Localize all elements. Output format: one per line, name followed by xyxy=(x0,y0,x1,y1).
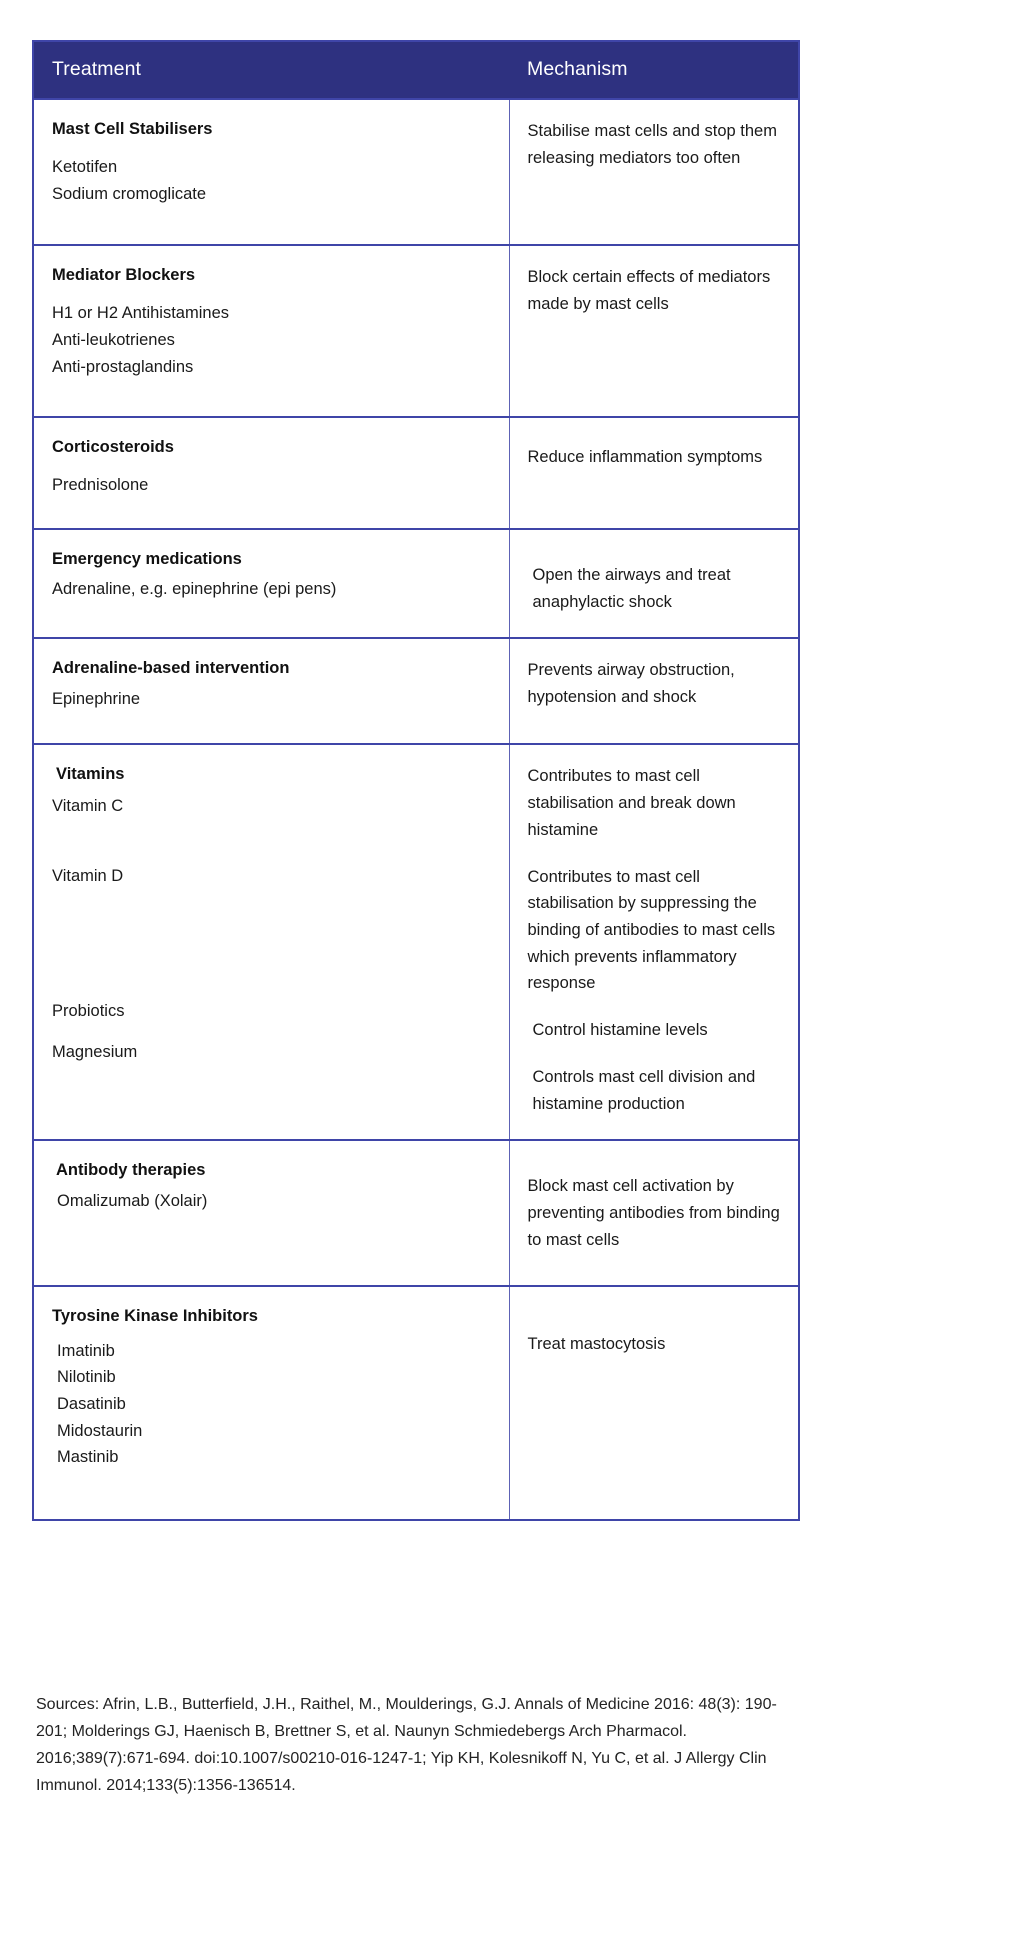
treatment-group-heading: Antibody therapies xyxy=(56,1161,206,1180)
treatment-item: Anti-prostaglandins xyxy=(52,357,194,376)
spacer xyxy=(528,548,785,562)
spacer xyxy=(528,997,785,1017)
mechanism-cell xyxy=(509,1286,799,1520)
mechanism-text: Reduce inflammation symptoms xyxy=(527,448,763,466)
treatment-item: Anti-leukotrienes xyxy=(52,330,175,349)
table-row xyxy=(33,417,799,529)
treatment-item: Epinephrine xyxy=(52,689,141,708)
treatment-mechanism-table xyxy=(32,40,800,1521)
mechanism-text: Prevents airway obstruction, hypotension and shock xyxy=(527,661,735,707)
treatment-group-heading: Adrenaline-based intervention xyxy=(52,659,290,678)
spacer xyxy=(528,436,785,444)
spacer xyxy=(528,1159,785,1173)
treatment-cell xyxy=(33,744,509,1140)
mechanism-cell xyxy=(509,529,799,638)
mechanism-text: Control histamine levels xyxy=(532,1021,708,1040)
treatment-item: Prednisolone xyxy=(52,476,149,495)
treatment-group-heading: Corticosteroids xyxy=(52,438,174,456)
treatment-cell xyxy=(33,245,509,417)
spacer xyxy=(52,819,493,863)
column-header-mechanism: Mechanism xyxy=(509,41,799,99)
treatment-item: Imatinib xyxy=(57,1341,115,1360)
treatment-cell xyxy=(33,1286,509,1520)
treatment-group-heading: Vitamins xyxy=(56,765,125,784)
treatment-item: Sodium cromoglicate xyxy=(52,184,207,203)
treatment-item: Ketotifen xyxy=(52,158,118,177)
treatment-group-heading: Mediator Blockers xyxy=(52,266,196,284)
table-body xyxy=(33,99,799,1520)
treatment-cell xyxy=(33,99,509,245)
table-row xyxy=(33,245,799,417)
treatment-group-heading: Mast Cell Stabilisers xyxy=(52,120,213,138)
treatment-group-heading: Emergency medications xyxy=(52,550,242,568)
spacer xyxy=(52,1025,493,1039)
treatment-item: Omalizumab (Xolair) xyxy=(57,1191,208,1210)
mechanism-text: Controls mast cell division and histamine production xyxy=(532,1067,756,1113)
treatment-item: Nilotinib xyxy=(57,1368,116,1387)
treatment-item: Magnesium xyxy=(52,1042,138,1061)
mechanism-cell xyxy=(509,245,799,417)
table-row xyxy=(33,744,799,1140)
table-row xyxy=(33,529,799,638)
treatment-group-heading: Tyrosine Kinase Inhibitors xyxy=(52,1307,258,1326)
treatment-item: H1 or H2 Antihistamines xyxy=(52,304,229,323)
mechanism-text: Block certain effects of mediators made by mast cells xyxy=(527,268,771,313)
table-header-row xyxy=(33,41,799,99)
mechanism-cell xyxy=(509,417,799,529)
spacer xyxy=(528,1305,785,1331)
column-header-treatment: Treatment xyxy=(33,41,509,99)
table-row xyxy=(33,1286,799,1520)
spacer xyxy=(528,1044,785,1064)
mechanism-text: Contributes to mast cell stabilisation by suppressing the binding of antibodies to mast cells which prevents inflammatory response xyxy=(527,867,776,993)
treatment-cell xyxy=(33,1140,509,1286)
spacer xyxy=(528,844,785,864)
mechanism-cell xyxy=(509,99,799,245)
table-header xyxy=(33,41,799,99)
treatment-item: Probiotics xyxy=(52,1002,125,1021)
sources-footnote: Sources: Afrin, L.B., Butterfield, J.H., Raithel, M., Moulderings, G.J. Annals of Medicine 2016: 48(3): 190-201; Molderings GJ, Haenisch B, Brettner S, et al. Naunyn Schmiedebergs Arch Pharmacol. 2016;389(7):671-694. doi:10.1007/s00210-016-1247-1; Yip KH, Kolesnikoff N, Yu C, et al. J Allergy Clin Immunol. 2014;133(5):1356-136514. xyxy=(36,1696,777,1794)
mechanism-cell xyxy=(509,1140,799,1286)
mechanism-text: Contributes to mast cell stabilisation and break down histamine xyxy=(527,767,736,839)
treatment-item: Midostaurin xyxy=(57,1421,143,1440)
treatment-cell xyxy=(33,417,509,529)
treatment-item: Adrenaline, e.g. epinephrine (epi pens) xyxy=(52,580,337,599)
treatment-cell xyxy=(33,638,509,744)
treatment-item: Dasatinib xyxy=(57,1395,126,1414)
table-row xyxy=(33,1140,799,1286)
treatment-item: Vitamin C xyxy=(52,796,124,815)
spacer xyxy=(52,890,493,998)
treatment-item: Mastinib xyxy=(57,1448,119,1467)
table-row xyxy=(33,99,799,245)
treatment-item: Vitamin D xyxy=(52,867,124,886)
table-row xyxy=(33,638,799,744)
treatment-cell xyxy=(33,529,509,638)
mechanism-text: Treat mastocytosis xyxy=(527,1335,666,1354)
mechanism-cell xyxy=(509,744,799,1140)
mechanism-cell xyxy=(509,638,799,744)
mechanism-text: Stabilise mast cells and stop them releasing mediators too often xyxy=(527,122,777,167)
mechanism-text: Open the airways and treat anaphylactic shock xyxy=(532,566,731,611)
mechanism-text: Block mast cell activation by preventing antibodies from binding to mast cells xyxy=(527,1177,780,1249)
treatment-table-container xyxy=(32,40,798,1521)
